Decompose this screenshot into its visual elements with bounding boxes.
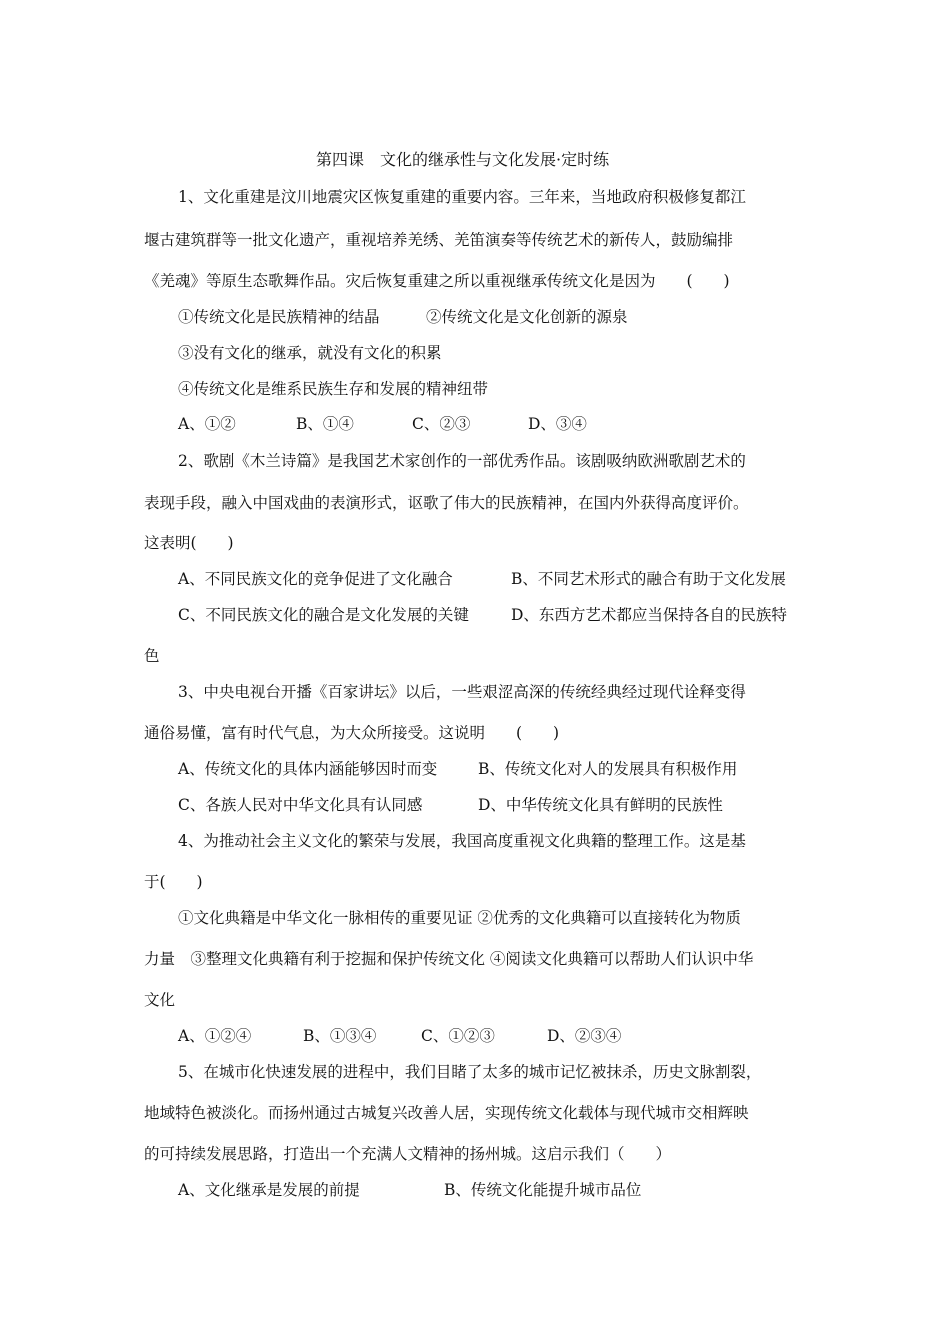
q1-choice-d: D、③④ (528, 415, 587, 433)
q3-choice-c: C、各族人民对中华文化具有认同感 (178, 796, 423, 814)
q3-choice-d: D、中华传统文化具有鲜明的民族性 (478, 796, 723, 814)
q2-choice-c: C、不同民族文化的融合是文化发展的关键 (178, 606, 469, 624)
q2-choice-b: B、不同艺术形式的融合有助于文化发展 (511, 570, 786, 588)
q4-statements-line-2: 力量 ③整理文化典籍有利于挖掘和保护传统文化 ④阅读文化典籍可以帮助人们认识中华 (144, 950, 754, 968)
q3-stem-line-1: 3、中央电视台开播《百家讲坛》以后，一些艰涩高深的传统经典经过现代诠释变得 (178, 683, 746, 701)
q4-statements-line-3: 文化 (144, 991, 176, 1009)
q4-choice-a: A、①②④ (178, 1027, 252, 1045)
q1-stem-line-3: 《羌魂》等原生态歌舞作品。灾后恢复重建之所以重视继承传统文化是因为 ( ) (144, 272, 730, 290)
q3-choice-a: A、传统文化的具体内涵能够因时而变 (178, 760, 438, 778)
q2-stem-line-2: 表现手段，融入中国戏曲的表演形式，讴歌了伟大的民族精神，在国内外获得高度评价。 (144, 494, 749, 512)
q2-choice-d-wrap: 色 (144, 647, 160, 665)
q4-statements-line-1: ①文化典籍是中华文化一脉相传的重要见证 ②优秀的文化典籍可以直接转化为物质 (178, 909, 741, 927)
q5-choice-b: B、传统文化能提升城市品位 (444, 1181, 642, 1199)
q2-stem-line-1: 2、歌剧《木兰诗篇》是我国艺术家创作的一部优秀作品。该剧吸纳欧洲歌剧艺术的 (178, 452, 746, 470)
q5-choice-a: A、文化继承是发展的前提 (178, 1181, 360, 1199)
q1-stem-line-2: 堰古建筑群等一批文化遗产，重视培养羌绣、羌笛演奏等传统艺术的新传人，鼓励编排 (144, 231, 734, 249)
q3-stem-line-2: 通俗易懂，富有时代气息，为大众所接受。这说明 ( ) (144, 724, 560, 742)
q1-statement-4: ④传统文化是维系民族生存和发展的精神纽带 (178, 380, 489, 398)
q4-choice-b: B、①③④ (303, 1027, 377, 1045)
q1-choice-a: A、①② (178, 415, 236, 433)
q5-stem-line-2: 地域特色被淡化。而扬州通过古城复兴改善人居，实现传统文化载体与现代城市交相辉映 (144, 1104, 749, 1122)
q2-choice-d: D、东西方艺术都应当保持各自的民族特 (511, 606, 787, 624)
q1-statement-3: ③没有文化的继承，就没有文化的积累 (178, 344, 442, 362)
q4-stem-line-1: 4、为推动社会主义文化的繁荣与发展，我国高度重视文化典籍的整理工作。这是基 (178, 832, 746, 850)
q2-stem-line-3: 这表明( ) (144, 534, 234, 552)
q1-choice-b: B、①④ (296, 415, 354, 433)
q4-choice-c: C、①②③ (421, 1027, 495, 1045)
q1-stem-line-1: 1、文化重建是汶川地震灾区恢复重建的重要内容。三年来，当地政府积极修复都江 (178, 188, 746, 206)
q5-stem-line-1: 5、在城市化快速发展的进程中，我们目睹了太多的城市记忆被抹杀，历史文脉割裂， (178, 1063, 762, 1081)
q2-choice-a: A、不同民族文化的竞争促进了文化融合 (178, 570, 453, 588)
q3-choice-b: B、传统文化对人的发展具有积极作用 (478, 760, 738, 778)
q1-choice-c: C、②③ (412, 415, 471, 433)
q4-stem-line-2: 于( ) (144, 873, 203, 891)
q5-stem-line-3: 的可持续发展思路，打造出一个充满人文精神的扬州城。这启示我们（ ） (144, 1145, 672, 1163)
q1-statement-1-2: ①传统文化是民族精神的结晶 ②传统文化是文化创新的源泉 (178, 308, 628, 326)
q4-choice-d: D、②③④ (547, 1027, 622, 1045)
page-title: 第四课 文化的继承性与文化发展·定时练 (316, 150, 610, 169)
